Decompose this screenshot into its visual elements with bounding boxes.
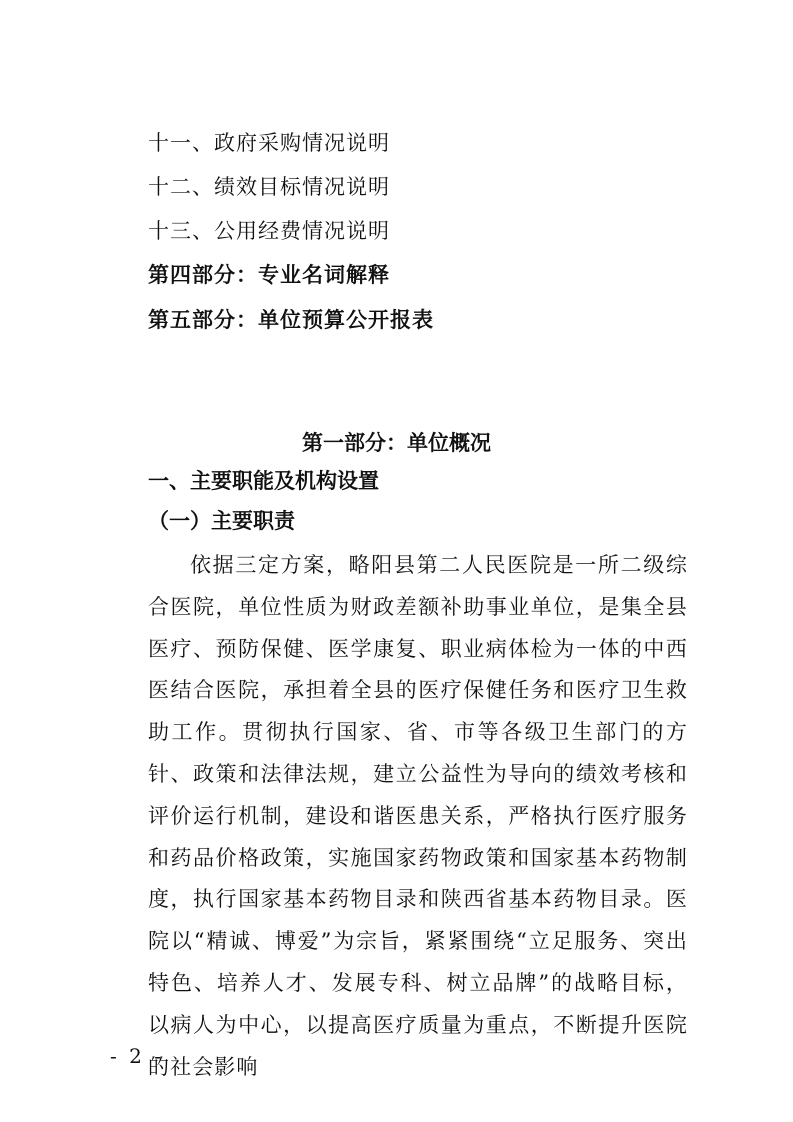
heading-main-duties: （一）主要职责: [148, 509, 295, 533]
toc-item-11: 十一、政府采购情况说明: [148, 131, 390, 155]
section-title: 第一部分：单位概况: [302, 430, 491, 455]
toc-part-5: 第五部分：单位预算公开报表: [148, 308, 434, 332]
main-duties-paragraph: 依据三定方案，略阳县第二人民医院是一所二级综合医院，单位性质为财政差额补助事业单位，是集全县医疗、预防保健、医学康复、职业病体检为一体的中西医结合医院，承担着全县的医疗保健任务和医疗卫生救助工作。贯彻执行国家、省、市等各级卫生部门的方针、政策和法律法规，建立公益性为导向的绩效考核和评价运行机制，建设和谐医患关系，严格执行医疗服务和药品价格政策，实施国家药物政策和国家基本药物制度，执行国家基本药物目录和陕西省基本药物目录。医院以“精诚、博爱”为宗旨，紧紧围绕“立足服务、突出特色、培养人才、发展专科、树立品牌”的战略目标，以病人为中心，以提高医疗质量为重点，不断提升医院的社会影响: [148, 553, 688, 1079]
toc-item-13: 十三、公用经费情况说明: [148, 219, 390, 243]
toc-item-12: 十二、绩效目标情况说明: [148, 175, 390, 199]
toc-part-4: 第四部分：专业名词解释: [148, 263, 390, 287]
page-number: - 2 -: [110, 1044, 164, 1068]
heading-functions-and-structure: 一、主要职能及机构设置: [148, 469, 379, 493]
